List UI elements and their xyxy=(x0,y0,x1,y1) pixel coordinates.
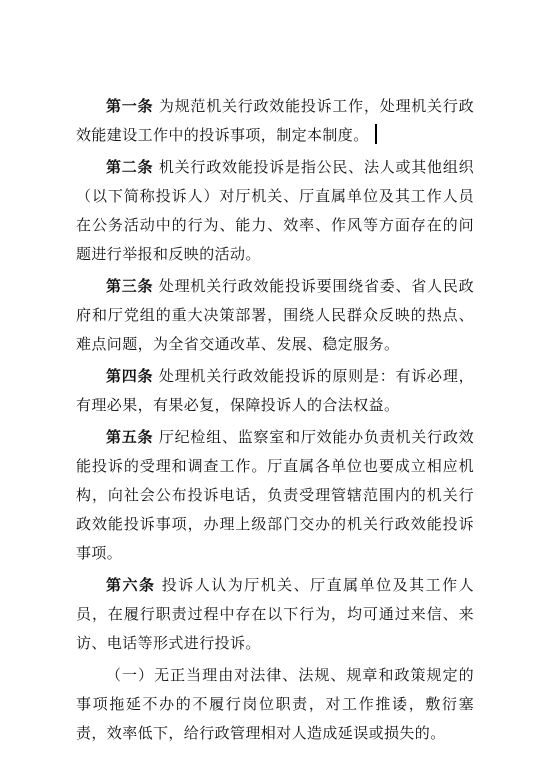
article-1 xyxy=(76,92,474,150)
article-2 xyxy=(76,153,474,269)
article-5-label: 第五条 xyxy=(106,428,154,446)
text-cursor xyxy=(375,124,377,144)
article-3-text: 处理机关行政效能投诉要围绕省委、省人民政府和厅党组的重大决策部署，围绕人民群众反映的热点、难点问题，为全省交通改革、发展、稳定服务。 xyxy=(76,277,474,353)
list-item-1 xyxy=(76,661,474,748)
article-3 xyxy=(76,272,474,359)
article-6-label: 第六条 xyxy=(106,576,156,594)
article-4-label: 第四条 xyxy=(106,367,154,385)
article-5 xyxy=(76,423,474,568)
article-1-label: 第一条 xyxy=(106,97,154,115)
document-page xyxy=(76,92,474,748)
article-2-label: 第二条 xyxy=(106,158,154,176)
article-6 xyxy=(76,571,474,658)
list-item-1-text: （一）无正当理由对法律、法规、规章和政策规定的事项拖延不办的不履行岗位职责，对工作推诿，敷衍塞责，效率低下，给行政管理相对人造成延误或损失的。 xyxy=(76,666,474,742)
article-2-text: 机关行政效能投诉是指公民、法人或其他组织（以下简称投诉人）对厅机关、厅直属单位及其工作人员在公务活动中的行为、能力、效率、作风等方面存在的问题进行举报和反映的活动。 xyxy=(76,158,474,263)
article-1-text: 为规范机关行政效能投诉工作，处理机关行政效能建设工作中的投诉事项，制定本制度。 xyxy=(76,97,474,144)
article-6-text: 投诉人认为厅机关、厅直属单位及其工作人员，在履行职责过程中存在以下行为，均可通过来信、来访、电话等形式进行投诉。 xyxy=(76,576,474,652)
article-4-text: 处理机关行政效能投诉的原则是：有诉必理，有理必果，有果必复，保障投诉人的合法权益。 xyxy=(76,367,474,414)
article-4 xyxy=(76,362,474,420)
article-5-text: 厅纪检组、监察室和厅效能办负责机关行政效能投诉的受理和调查工作。厅直属各单位也要成立相应机构，向社会公布投诉电话，负责受理管辖范围内的机关行政效能投诉事项，办理上级部门交办的机关行政效能投诉事项。 xyxy=(76,428,474,562)
article-3-label: 第三条 xyxy=(106,277,154,295)
